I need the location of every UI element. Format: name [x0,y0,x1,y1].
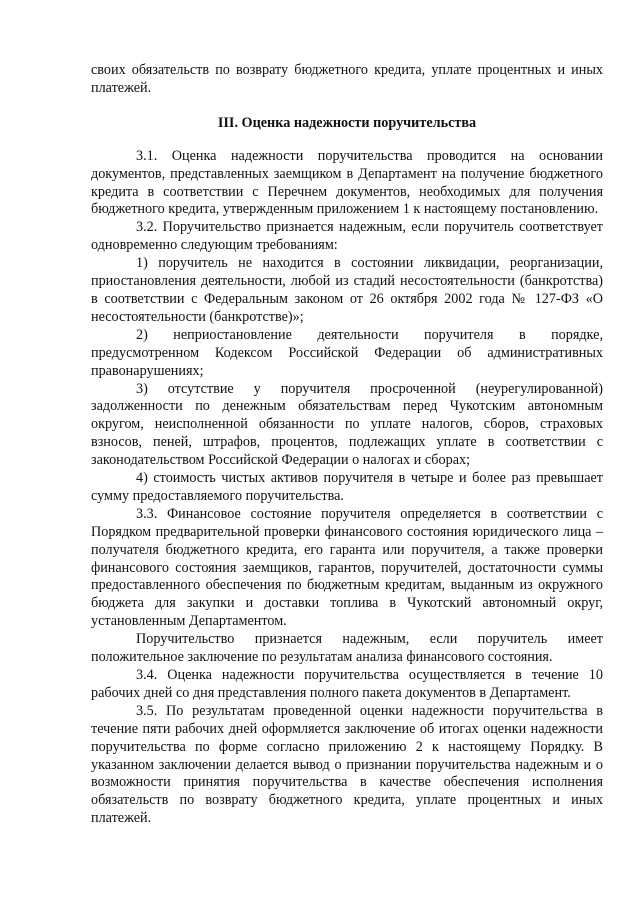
requirement-1: 1) поручитель не находится в состоянии ликвидации, реорганизации, приостановления деятельности, любой из стадий несостоятельности (банкротства) в соответствии с Федеральным законом от 26 октября 2002 года № 127-ФЗ «О несостоятельности (банкротстве)»; [91,255,603,325]
requirement-4: 4) стоимость чистых активов поручителя в четыре и более раз превышает сумму предоставляемого поручительства. [91,470,603,504]
paragraph-3-3: 3.3. Финансовое состояние поручителя определяется в соответствии с Порядком предварительной проверки финансового состояния юридического лица – получателя бюджетного кредита, его гаранта или поручителя, а также проверки финансового состояния заемщиков, гарантов, поручителей, достаточности суммы предоставленного обеспечения по бюджетным кредитам, выданным из окружного бюджета для закупки и доставки топлива в Чукотский автономный округ, установленным Департаментом. [91,505,603,630]
requirement-3: 3) отсутствие у поручителя просроченной (неурегулированной) задолженности по денежным обязательствам перед Чукотским автономным округом, неисполненной обязанности по уплате налогов, сборов, страховых взносов, пеней, штрафов, процентов, подлежащих уплате в соответствии с законодательством Российской Федерации о налогах и сборах; [91,380,603,469]
intro-paragraph: своих обязательств по возврату бюджетного кредита, уплате процентных и иных платежей. [91,62,603,96]
paragraph-3-2: 3.2. Поручительство признается надежным, если поручитель соответствует одновременно следующим требованиям: [91,219,603,254]
paragraph-3-1: 3.1. Оценка надежности поручительства проводится на основании документов, представленных заемщиком в Департамент на получение бюджетного кредита в соответствии с Перечнем документов, необходимых для получения бюджетного кредита, утвержденным приложением 1 к настоящему постановлению. [91,147,603,218]
paragraph-3-5: 3.5. По результатам проведенной оценки надежности поручительства в течение пяти рабочих дней оформляется заключение об итогах оценки надежности поручительства по форме согласно приложению 2 к настоящему Порядку. В указанном заключении делается вывод о признании поручительства надежным и о возможности принятия поручительства в качестве обеспечения исполнения обязательств по возврату бюджетного кредита, уплате процентных и иных платежей. [91,702,603,827]
requirement-2: 2) неприостановление деятельности поручителя в порядке, предусмотренном Кодексом Российской Федерации об административных правонарушениях; [91,326,603,379]
paragraph-3-3-continued: Поручительство признается надежным, если поручитель имеет положительное заключение по результатам анализа финансового состояния. [91,631,603,666]
paragraph-3-4: 3.4. Оценка надежности поручительства осуществляется в течение 10 рабочих дней со дня представления полного пакета документов в Департамент. [91,667,603,701]
section-title: III. Оценка надежности поручительства [217,114,477,131]
document-page [91,62,603,828]
